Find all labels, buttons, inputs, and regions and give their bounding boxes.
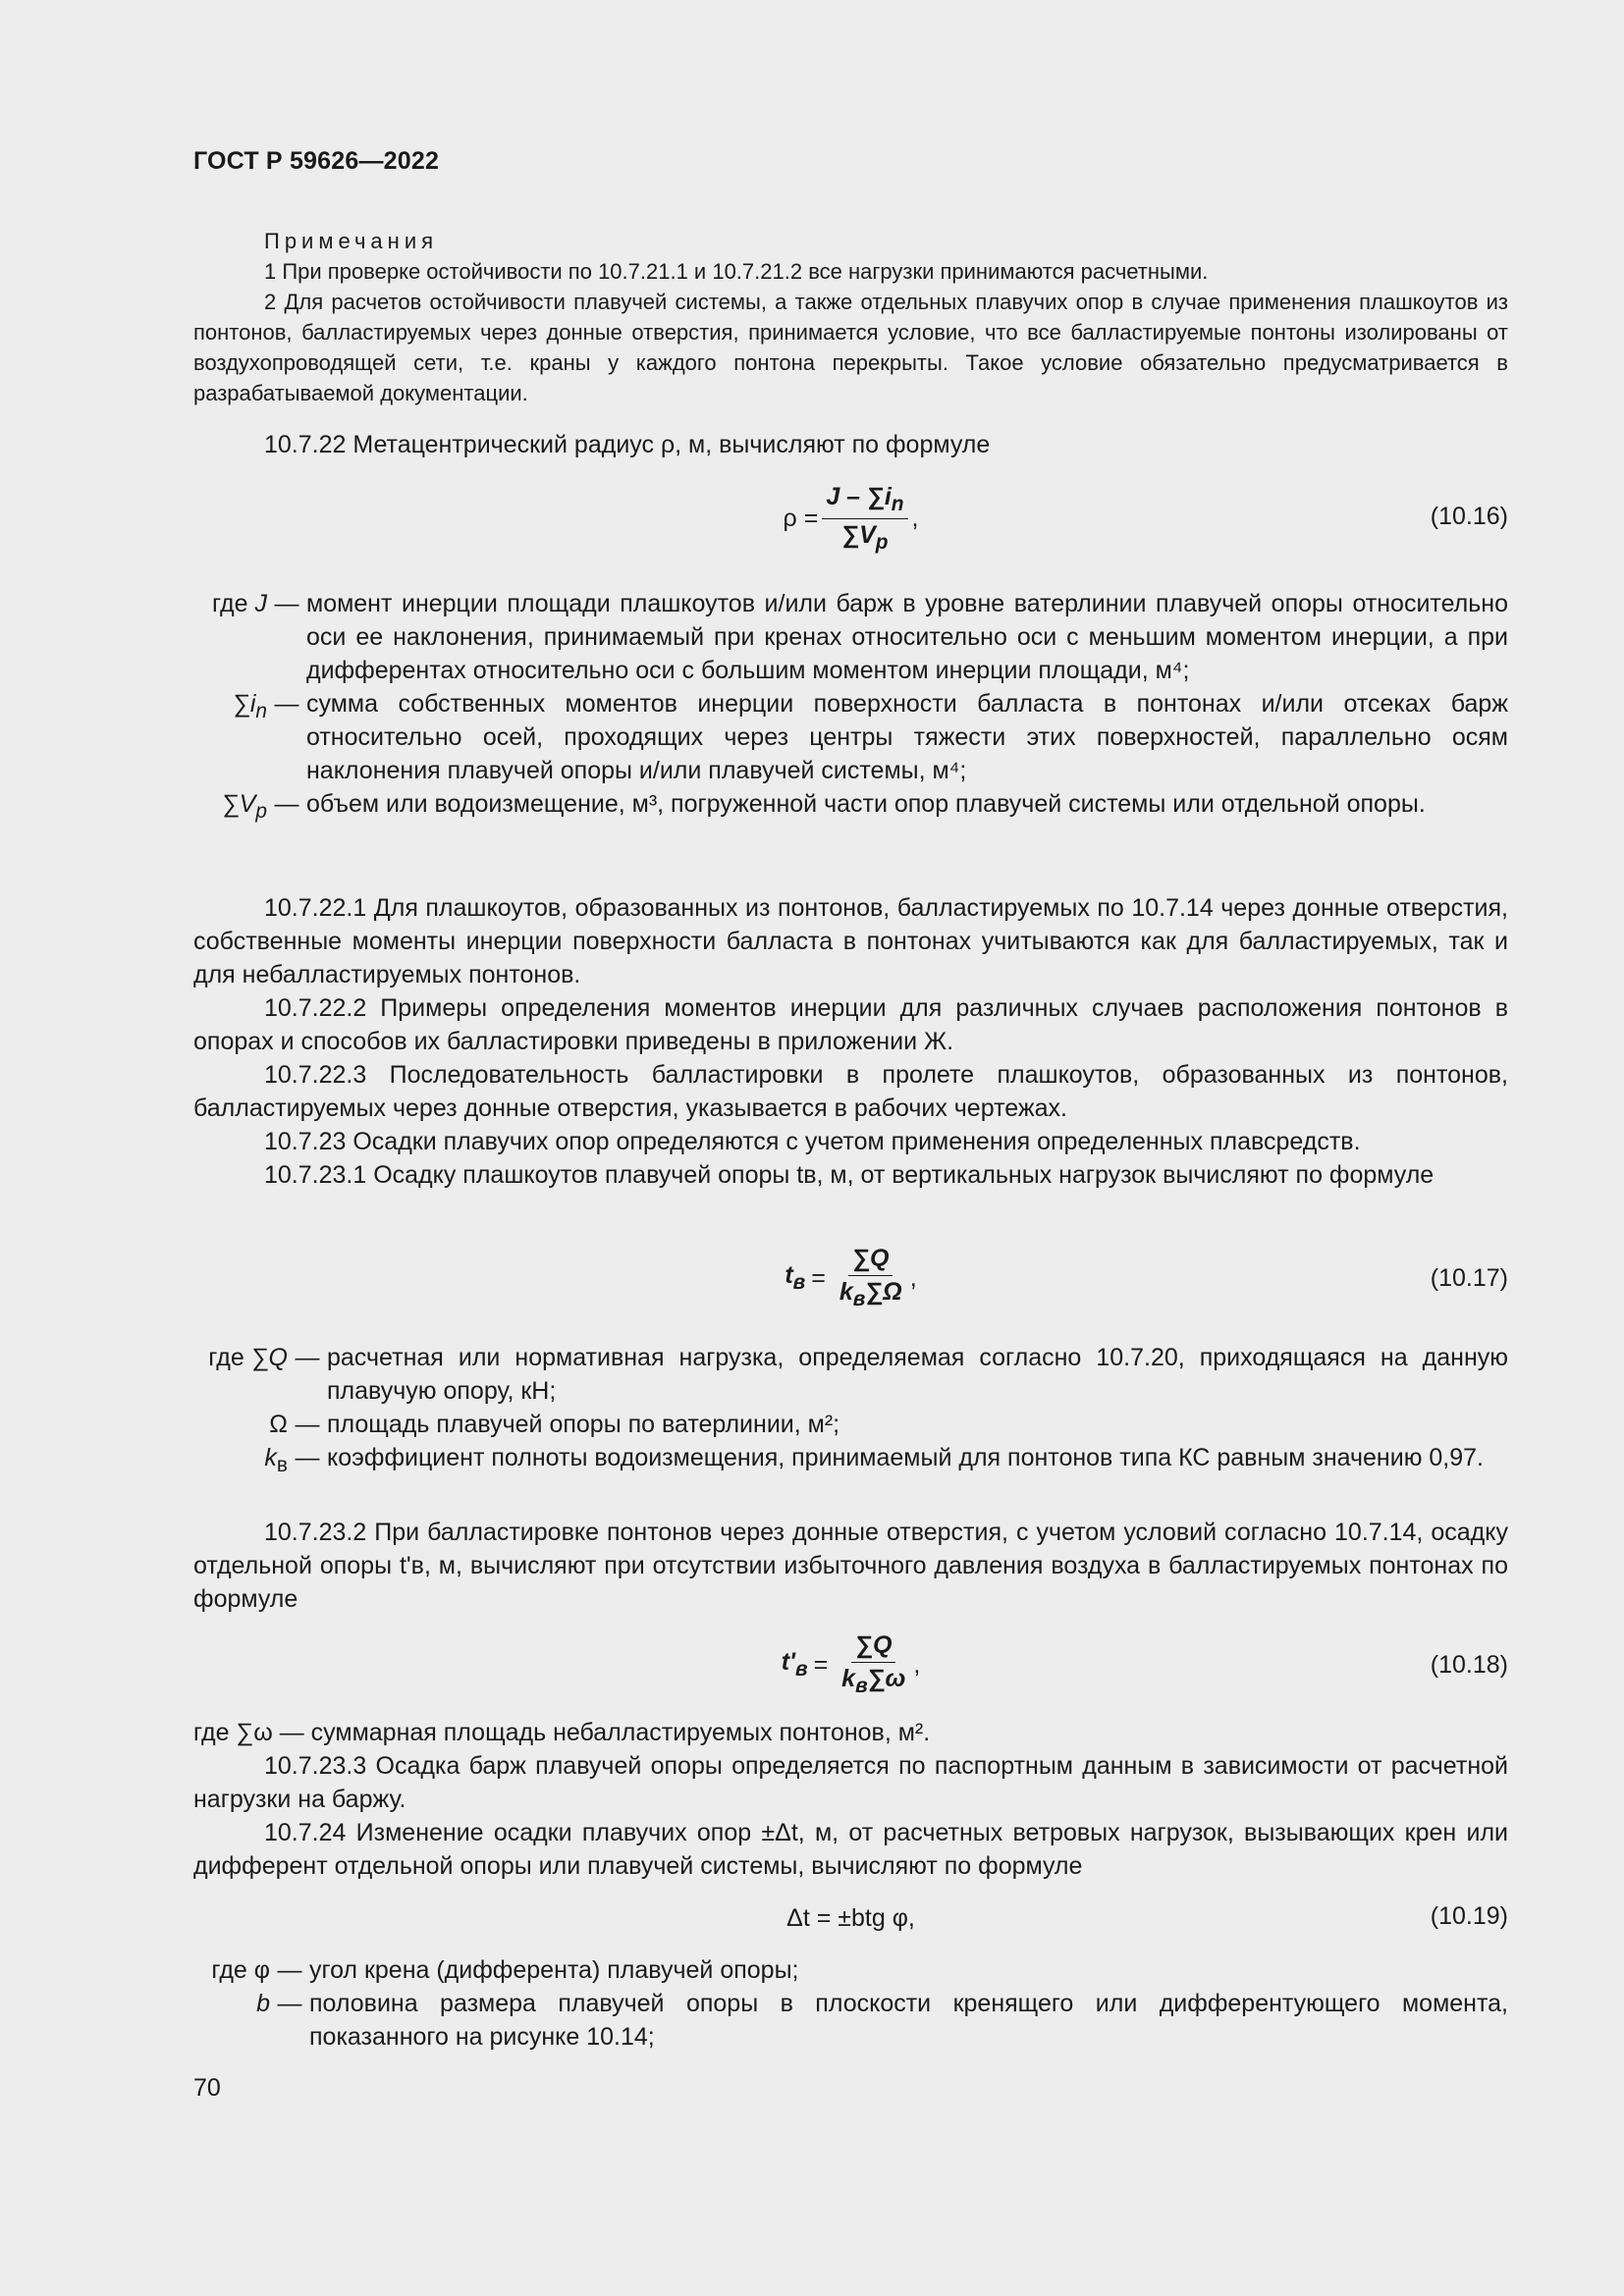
formula-number: (10.19) (1430, 1902, 1508, 1930)
definition-kv: $k_в$ — коэффициент полноты водоизмещения, принимаемый для понтонов типа КС равным значению 0,97. (193, 1441, 1508, 1482)
definition-b: b — половина размера плавучей опоры в плоскости кренящего или дифферентующего момента, показанного на рисунке 10.14; (193, 1987, 1508, 2054)
denominator: ∑V (841, 520, 876, 549)
denominator: $k_в\sum\Omega$ (839, 1278, 902, 1310)
formula-tail: , (911, 504, 919, 532)
definition-text: коэффициент полноты водоизмещения, принимаемый для понтонов типа КС равным значению 0,97. (327, 1444, 1484, 1471)
formula-10-19 (193, 1898, 1508, 1938)
symbol: ∑i (233, 690, 256, 718)
fraction (822, 483, 907, 555)
paragraph: 10.7.22.1 Для плашкоутов, образованных из понтонов, балластируемых по 10.7.14 через донные отверстия, собственные моменты инерции поверхности балласта в понтонах учитываются как для балластируемых, так и для небалластируемых понтонов. (193, 894, 1508, 988)
symbol: ∑Q (250, 1344, 288, 1371)
symbol: φ (253, 1956, 270, 1984)
formula-lhs: $t_в$ (785, 1261, 806, 1294)
numerator-sub: n (891, 492, 904, 515)
formula-10-17 (193, 1239, 1508, 1317)
notes-title: Примечания (264, 229, 439, 253)
definitions-10-17 (193, 1341, 1508, 1482)
definitions-10-16 (193, 587, 1508, 828)
paragraph: 10.7.22.3 Последовательность балластировки в пролете плашкоутов, образованных из понтонов, балластируемых через донные отверстия, указывается в рабочих чертежах. (193, 1061, 1508, 1122)
fraction (838, 1631, 909, 1698)
paragraph: 10.7.23.2 При балластировке понтонов через донные отверстия, с учетом условий согласно 10.7.14, осадку отдельной опоры t'в, м, вычисляют при отсутствии избыточного давления воздуха в балластируемых понтонах по формуле (193, 1519, 1508, 1613)
definition-omega: Ω — площадь плавучей опоры по ватерлинии, м²; (193, 1408, 1508, 1441)
definition-sum-vp: $\sum V_p$ — объем или водоизмещение, м³, погруженной части опор плавучей системы или отдельной опоры. (193, 787, 1508, 828)
definition-sum-omega: где ∑ω — суммарная площадь небалластируемых понтонов, м². (193, 1719, 931, 1746)
paragraph: 10.7.22.2 Примеры определения моментов инерции для различных случаев расположения понтонов в опорах и способов их балластировки приведены в приложении Ж. (193, 994, 1508, 1055)
definition-text: расчетная или нормативная нагрузка, определяемая согласно 10.7.20, приходящаяся на данную плавучую опору, кН; (327, 1344, 1508, 1405)
symbol-sub: n (255, 700, 267, 722)
numerator: ∑Q (851, 1631, 895, 1663)
paragraph: 10.7.23 Осадки плавучих опор определяются с учетом применения определенных плавсредств. (264, 1128, 1361, 1155)
definition-sum-q: где ∑Q — расчетная или нормативная нагрузка, определяемая согласно 10.7.20, приходящаяся на данную плавучую опору, кН; (193, 1341, 1508, 1408)
formula-number: (10.16) (1430, 503, 1508, 530)
notes-block (193, 226, 1508, 408)
symbol: J (254, 590, 267, 617)
formula-expression (193, 1245, 1508, 1311)
numerator: ∑Q (848, 1245, 893, 1276)
definition-phi: где φ — угол крена (дифферента) плавучей опоры; (193, 1953, 1508, 1987)
equals-sign: = (811, 1263, 826, 1292)
fraction (836, 1245, 906, 1311)
definition-text: угол крена (дифферента) плавучей опоры; (309, 1956, 799, 1984)
symbol: ∑V (221, 790, 256, 818)
formula-tail: , (913, 1650, 921, 1679)
definition-J: где J — момент инерции площади плашкоутов и/или барж в уровне ватерлинии плавучей опоры относительно оси ее наклонения, принимаемый при кренах относительно оси с меньшим моментом инерции, а при дифферентах относительно оси с большим моментом инерции площади, м⁴; (193, 587, 1508, 687)
symbol: k (264, 1444, 277, 1471)
symbol: Ω (269, 1411, 288, 1438)
equals-sign: = (813, 1650, 829, 1679)
lead-word: где (212, 590, 248, 617)
formula-number: (10.17) (1430, 1264, 1508, 1292)
definition-text: половина размера плавучей опоры в плоскости кренящего или дифферентующего момента, показанного на рисунке 10.14; (309, 1990, 1508, 2051)
formula-10-18 (193, 1626, 1508, 1704)
formula-expression (193, 483, 1508, 555)
symbol-sub: p (255, 800, 267, 823)
note-2: 2 Для расчетов остойчивости плавучей системы, а также отдельных плавучих опор в случае применения плашкоутов из понтонов, балластируемых через донные отверстия, принимается условие, что все балластируемые понтоны изолированы от воздухопроводящей сети, т.е. краны у каждого понтона перекрыты. Такое условие обязательно предусматривается в разрабатываемой документации. (193, 290, 1508, 405)
formula-number: (10.18) (1430, 1651, 1508, 1679)
note-1: 1 При проверке остойчивости по 10.7.21.1 и 10.7.21.2 все нагрузки принимаются расчетными. (264, 259, 1209, 284)
definitions-10-19 (193, 1953, 1508, 2054)
paragraph: 10.7.22 Метацентрический радиус ρ, м, вычисляют по формуле (264, 431, 991, 458)
definition-text: площадь плавучей опоры по ватерлинии, м²; (327, 1411, 840, 1438)
numerator: J – ∑i (826, 482, 892, 510)
definition-text: объем или водоизмещение, м³, погруженной части опор плавучей системы или отдельной опоры. (306, 790, 1426, 818)
definition-text: момент инерции площади плашкоутов и/или барж в уровне ватерлинии плавучей опоры относительно оси ее наклонения, принимаемый при кренах относительно оси с меньшим моментом инерции, а при дифферентах относительно оси с большим моментом инерции площади, м⁴; (306, 590, 1508, 684)
formula-lhs: $t'_в$ (781, 1648, 808, 1681)
denominator-sub: p (875, 530, 889, 554)
formula-lhs: ρ = (783, 504, 819, 532)
clauses-10-7-23-3-24 (193, 1716, 1508, 1883)
clause-10-7-23-2 (193, 1516, 1508, 1616)
paragraph: 10.7.23.1 Осадку плашкоутов плавучей опоры tв, м, от вертикальных нагрузок вычисляют по формуле (264, 1161, 1435, 1189)
definition-text: сумма собственных моментов инерции поверхности балласта в понтонах и/или отсеках барж относительно осей, проходящих через центры тяжести этих поверхностей, параллельно осям наклонения плавучей опоры и/или плавучей системы, м⁴; (306, 690, 1508, 784)
page-number: 70 (193, 2074, 221, 2102)
symbol: b (256, 1990, 270, 2017)
formula-expression: Δt = ±btg φ, (786, 1903, 915, 1932)
document-header: ГОСТ Р 59626—2022 (193, 147, 440, 175)
formula-tail: , (909, 1263, 917, 1292)
clauses-10-7-22-x (193, 891, 1508, 1192)
paragraph: 10.7.23.3 Осадка барж плавучей опоры определяется по паспортным данным в зависимости от расчетной нагрузки на баржу. (193, 1752, 1508, 1813)
definition-sum-in: $\sum i_n$ — сумма собственных моментов инерции поверхности балласта в понтонах и/или отсеках барж относительно осей, проходящих через центры тяжести этих поверхностей, параллельно осям наклонения плавучей опоры и/или плавучей системы, м⁴; (193, 687, 1508, 787)
clause-10-7-22 (193, 428, 1508, 461)
paragraph: 10.7.24 Изменение осадки плавучих опор ±Δt, м, от расчетных ветровых нагрузок, вызывающих крен или дифферент отдельной опоры или плавучей системы, вычисляют по формуле (193, 1819, 1508, 1880)
denominator: $k_в\sum\omega$ (841, 1665, 906, 1697)
formula-10-16 (193, 479, 1508, 558)
formula-expression (193, 1631, 1508, 1698)
